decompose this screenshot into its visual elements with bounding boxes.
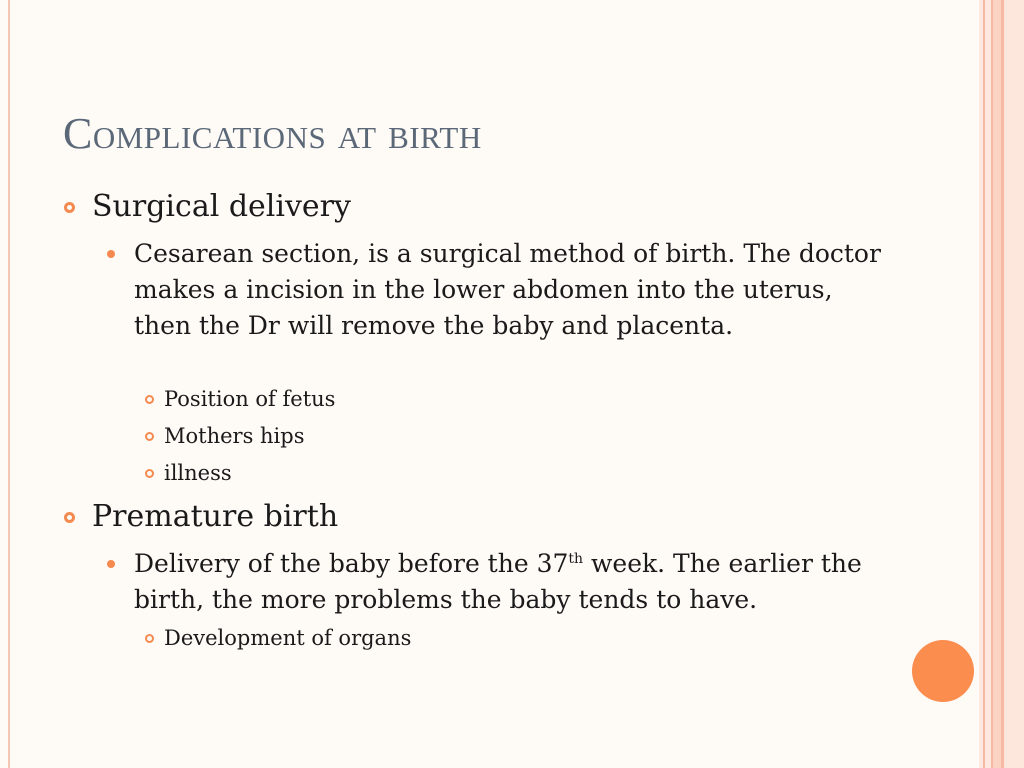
subpoint-illness: illness <box>164 461 232 485</box>
ring-bullet-icon <box>64 202 75 213</box>
slide-title: Complications at birth <box>63 109 482 158</box>
small-ring-bullet-icon <box>145 432 154 441</box>
subpoint-development-of-organs: Development of organs <box>164 626 412 650</box>
dot-bullet-icon <box>107 560 115 568</box>
detail-text-before: Delivery of the baby before the 37 <box>134 549 569 578</box>
section-detail-premature <box>134 546 894 618</box>
section-detail-cesarean: Cesarean section, is a surgical method of birth. The doctor makes a incision in the lower abdomen into the uterus, then the Dr will remove the baby and placenta. <box>134 239 881 340</box>
section-heading-premature-birth: Premature birth <box>92 499 339 534</box>
subpoint-mothers-hips: Mothers hips <box>164 424 305 448</box>
right-decorative-stripes <box>979 0 1024 768</box>
detail-text-after: week. The earlier the birth, the more problems the baby tends to have. <box>134 549 862 614</box>
small-ring-bullet-icon <box>145 634 154 643</box>
ordinal-suffix: th <box>568 551 584 567</box>
section-heading-surgical-delivery: Surgical delivery <box>92 189 351 224</box>
left-border-line <box>8 0 10 768</box>
decorative-orange-circle <box>912 640 974 702</box>
small-ring-bullet-icon <box>145 395 154 404</box>
dot-bullet-icon <box>107 250 115 258</box>
ring-bullet-icon <box>64 512 75 523</box>
subpoint-position-of-fetus: Position of fetus <box>164 387 336 411</box>
small-ring-bullet-icon <box>145 469 154 478</box>
